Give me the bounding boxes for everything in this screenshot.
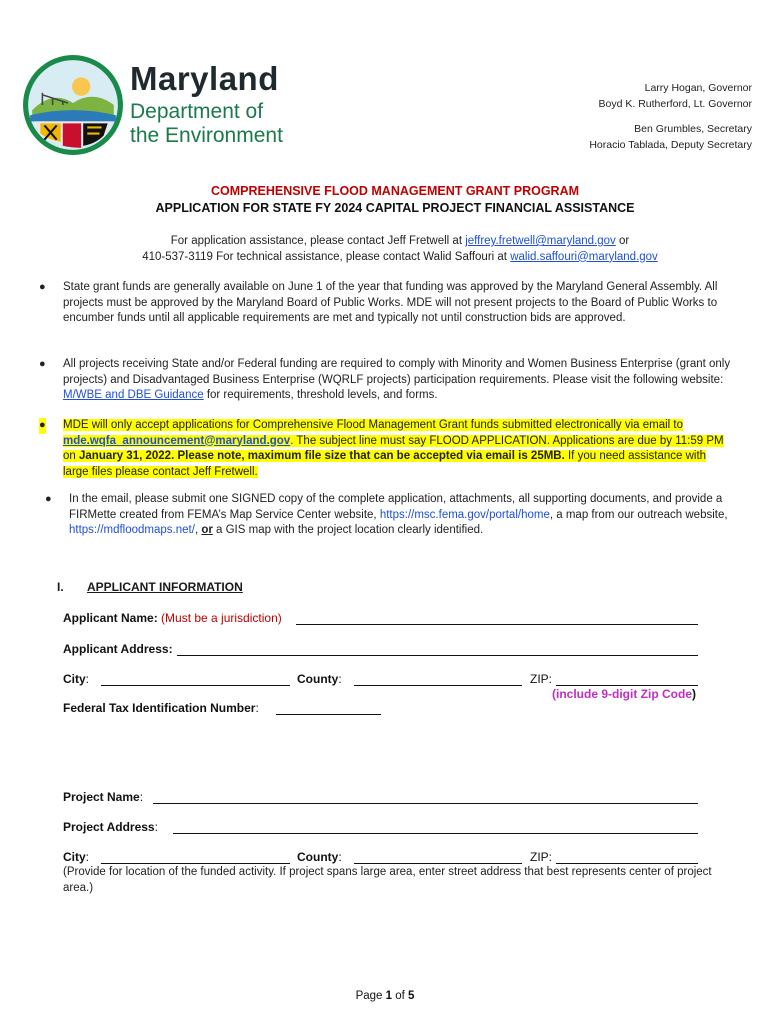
jurisdiction-note: (Must be a jurisdiction) xyxy=(161,611,282,625)
org-name: Maryland xyxy=(130,60,279,97)
applicant-name-field[interactable] xyxy=(296,624,698,625)
mdfloodmaps-link[interactable]: https://mdfloodmaps.net/ xyxy=(69,524,195,536)
page-word: Page xyxy=(355,990,383,1002)
applicant-address-label: Applicant Address: xyxy=(63,642,173,656)
large-files-note: If you need assistance with large files please contact Jeff Fretwell. xyxy=(63,450,707,478)
project-zip-field[interactable] xyxy=(556,863,698,864)
zip-note: (include 9-digit Zip Code) xyxy=(552,687,696,701)
label-text: County xyxy=(297,850,339,864)
bullet-text: State grant funds are generally available on June 1 of the year that funding was approved by the Maryland General Assembly. All projects must be approved by the Maryland Board of Public Works. MDE will not present projects to the Board of Public Works to encumber funds until all applicable requirements are met and typically not until construction bids are approved. xyxy=(63,281,718,324)
wqfa-email-link[interactable]: mde.wqfa_announcement@maryland.gov xyxy=(63,434,291,447)
bullet-mwbe-requirements xyxy=(39,357,731,404)
of-word: of xyxy=(395,990,405,1002)
label-text: ZIP: xyxy=(530,850,553,864)
org-dept-line2: the Environment xyxy=(130,124,283,147)
label-text: City xyxy=(63,672,86,686)
project-address-field[interactable] xyxy=(173,833,698,834)
org-dept-line1: Department of xyxy=(130,100,264,123)
label-text: ZIP: xyxy=(530,672,553,686)
deadline-date: January 31, 2022. xyxy=(79,450,175,462)
bullet-text-3: a GIS map with the project location clearly identified. xyxy=(212,524,484,536)
official-lt-governor: Boyd K. Rutherford, Lt. Governor xyxy=(598,98,752,110)
fema-msc-link[interactable]: https://msc.fema.gov/portal/home xyxy=(379,508,550,521)
project-name-label: Project Name: xyxy=(63,790,144,804)
label-text: Project Address xyxy=(63,820,155,834)
bullet-dot: ● xyxy=(39,418,46,434)
bullet-email-submission xyxy=(39,418,731,480)
officials-list xyxy=(589,80,752,153)
bullet-dot: ● xyxy=(39,281,46,293)
zip-label xyxy=(530,672,552,686)
bullet-funding-availability xyxy=(39,280,731,327)
project-county-label: County: xyxy=(297,850,342,864)
city-field[interactable] xyxy=(101,685,290,686)
page-total: 5 xyxy=(408,990,415,1002)
label-text: City xyxy=(63,850,86,864)
project-name-field[interactable] xyxy=(153,803,698,804)
project-city-label: City: xyxy=(63,850,90,864)
page-footer xyxy=(0,990,770,1002)
bullet-dot: ● xyxy=(45,493,52,505)
applicant-name-label: Applicant Name: (Must be a jurisdiction) xyxy=(63,611,282,625)
location-note: (Provide for location of the funded activity. If project spans large area, enter street address that best represents center of project area.) xyxy=(63,866,712,894)
bullet-submission-contents xyxy=(45,492,731,539)
official-deputy-secretary: Horacio Tablada, Deputy Secretary xyxy=(589,139,752,151)
project-address-label: Project Address: xyxy=(63,820,158,834)
label-text: Applicant Name xyxy=(63,611,154,625)
mde-logo xyxy=(22,54,124,156)
project-city-field[interactable] xyxy=(101,863,290,864)
page-number: 1 xyxy=(385,990,393,1002)
project-zip-label xyxy=(530,850,552,864)
label-text: County xyxy=(297,672,339,686)
city-label: City: xyxy=(63,672,90,686)
label-text: Applicant Address xyxy=(63,642,169,656)
saffouri-email-link[interactable]: walid.saffouri@maryland.gov xyxy=(510,250,658,263)
section-title: APPLICANT INFORMATION xyxy=(87,580,243,594)
bullet-text-deadline: . The subject line must say FLOOD APPLICATION. Applications are due by 11:59 PM on xyxy=(63,434,724,462)
document-title xyxy=(0,183,770,217)
bullet-text: In the email, please submit one SIGNED copy of the complete application, attachments, all supporting documents, and provide a FIRMette created from FEMA’s Map Service Center website, xyxy=(69,493,723,521)
applicant-address-field[interactable] xyxy=(177,655,698,656)
or-emphasis: or xyxy=(201,524,213,536)
contact-info xyxy=(0,234,770,265)
contact-line1-suffix: or xyxy=(615,235,630,247)
application-title: APPLICATION FOR STATE FY 2024 CAPITAL PROJECT FINANCIAL ASSISTANCE xyxy=(155,201,635,215)
bullet-dot: ● xyxy=(39,358,46,370)
bullet-text: All projects receiving State and/or Federal funding are required to comply with Minority and Women Business Enterprise (grant only projects) and Disadvantaged Business Enterprise (WQRLF projects) participation requirements. Please visit the following website: xyxy=(63,358,731,386)
label-text: Project Name xyxy=(63,790,140,804)
fretwell-email-link[interactable]: jeffrey.fretwell@maryland.gov xyxy=(465,235,616,247)
section-number: I. xyxy=(57,580,64,594)
bullet-text-suffix: for requirements, threshold levels, and forms. xyxy=(203,389,438,401)
contact-line2-text: 410-537-3119 For technical assistance, please contact Walid Saffouri at xyxy=(142,250,511,263)
label-text: Federal Tax Identification Number xyxy=(63,701,256,715)
federal-tax-id-label: Federal Tax Identification Number: xyxy=(63,701,259,715)
project-county-field[interactable] xyxy=(354,863,522,864)
program-title: COMPREHENSIVE FLOOD MANAGEMENT GRANT PROGRAM xyxy=(210,184,580,198)
official-secretary: Ben Grumbles, Secretary xyxy=(634,123,752,135)
letterhead xyxy=(20,50,760,160)
zip-field[interactable] xyxy=(556,685,698,686)
mwbe-guidance-link[interactable]: M/WBE and DBE Guidance xyxy=(63,389,204,401)
zip-note-text: (include 9-digit Zip Code xyxy=(552,687,692,701)
bullet-text: MDE will only accept applications for Comprehensive Flood Management Grant funds submitted electronically via email to xyxy=(63,419,684,431)
official-governor: Larry Hogan, Governor xyxy=(644,82,752,94)
county-label: County: xyxy=(297,672,342,686)
comma: , xyxy=(194,524,202,536)
bullet-text-2: , a map from our outreach website, xyxy=(549,508,728,521)
file-size-note: Please note, maximum file size that can be accepted via email is 25MB. xyxy=(174,450,565,462)
county-field[interactable] xyxy=(354,685,522,686)
federal-tax-id-field[interactable] xyxy=(276,714,381,715)
contact-line1-text: For application assistance, please contact Jeff Fretwell at xyxy=(170,235,466,247)
